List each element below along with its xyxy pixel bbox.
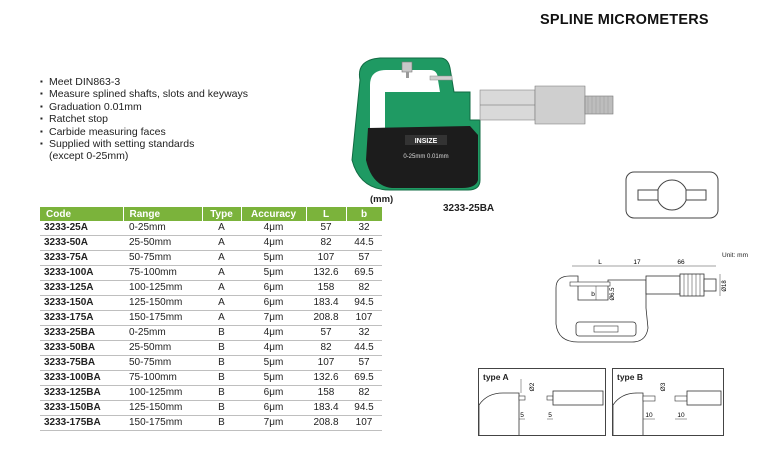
type-b-dia: Ø3	[660, 382, 667, 392]
cell-accuracy: 5μm	[241, 265, 306, 280]
cell-code: 3233-50A	[40, 235, 123, 250]
type-a-detail	[478, 368, 606, 436]
cell-code: 3233-125A	[40, 280, 123, 295]
cell-accuracy: 6μm	[241, 400, 306, 415]
cell-code: 3233-175A	[40, 310, 123, 325]
feature-item: ▪ Measure splined shafts, slots and keyways	[40, 88, 248, 100]
cell-l: 82	[306, 340, 346, 355]
col-header-range: Range	[123, 207, 202, 221]
dim-17: 17	[633, 259, 641, 266]
cell-range: 150-175mm	[123, 310, 202, 325]
cell-l: 57	[306, 221, 346, 235]
table-row	[40, 355, 382, 370]
spec-table	[40, 207, 383, 431]
dim-b: b	[591, 291, 595, 298]
unit-note: (mm)	[370, 194, 394, 205]
table-row	[40, 340, 382, 355]
table-row	[40, 295, 382, 310]
table-row	[40, 310, 382, 325]
cell-b: 32	[346, 221, 382, 235]
table-row	[40, 325, 382, 340]
dim-phi18: Ø18	[722, 280, 728, 292]
type-b-detail	[612, 368, 724, 436]
feature-item-continuation: (except 0-25mm)	[49, 150, 129, 163]
cell-range: 50-75mm	[123, 355, 202, 370]
cell-code: 3233-150BA	[40, 400, 123, 415]
page-title: SPLINE MICROMETERS	[540, 12, 709, 28]
table-row	[40, 235, 382, 250]
cell-range: 25-50mm	[123, 235, 202, 250]
cell-l: 107	[306, 250, 346, 265]
cell-accuracy: 6μm	[241, 385, 306, 400]
cell-l: 132.6	[306, 370, 346, 385]
feature-item: ▪ Carbide measuring faces	[40, 126, 248, 138]
cell-accuracy: 4μm	[241, 235, 306, 250]
cell-accuracy: 4μm	[241, 325, 306, 340]
cell-code: 3233-100A	[40, 265, 123, 280]
cell-l: 208.8	[306, 415, 346, 430]
type-b-label: type B	[617, 372, 643, 382]
cell-accuracy: 5μm	[241, 370, 306, 385]
cell-code: 3233-150A	[40, 295, 123, 310]
cell-b: 44.5	[346, 340, 382, 355]
col-header-l: L	[306, 207, 346, 221]
col-header-b: b	[346, 207, 382, 221]
col-header-code: Code	[40, 207, 123, 221]
type-b-dim2: 10	[677, 412, 685, 419]
cell-code: 3233-50BA	[40, 340, 123, 355]
type-a-dia: Ø2	[529, 382, 536, 392]
feature-list	[40, 76, 248, 163]
type-a-label: type A	[483, 372, 509, 382]
cell-accuracy: 6μm	[241, 295, 306, 310]
dim-l: L	[598, 259, 602, 266]
cell-range: 125-150mm	[123, 295, 202, 310]
cell-type: A	[202, 280, 241, 295]
cell-l: 208.8	[306, 310, 346, 325]
cell-l: 158	[306, 280, 346, 295]
cell-type: A	[202, 295, 241, 310]
dimension-drawing	[548, 248, 758, 348]
type-a-dim2: 5	[548, 412, 552, 419]
cell-type: B	[202, 355, 241, 370]
table-row	[40, 370, 382, 385]
cell-accuracy: 6μm	[241, 280, 306, 295]
type-b-dim1: 10	[645, 412, 653, 419]
cell-code: 3233-125BA	[40, 385, 123, 400]
cell-range: 75-100mm	[123, 370, 202, 385]
cell-l: 183.4	[306, 295, 346, 310]
cell-b: 82	[346, 280, 382, 295]
cell-type: B	[202, 340, 241, 355]
cell-l: 183.4	[306, 400, 346, 415]
cell-l: 132.6	[306, 265, 346, 280]
cell-b: 69.5	[346, 370, 382, 385]
cell-type: B	[202, 370, 241, 385]
cell-b: 107	[346, 310, 382, 325]
table-row	[40, 280, 382, 295]
col-header-type: Type	[202, 207, 241, 221]
cell-b: 107	[346, 415, 382, 430]
cell-b: 69.5	[346, 265, 382, 280]
cell-type: A	[202, 235, 241, 250]
cell-type: A	[202, 221, 241, 235]
cell-l: 57	[306, 325, 346, 340]
dim-66: 66	[677, 259, 685, 266]
photo-caption: 3233-25BA	[443, 203, 495, 214]
photo-range-label: 0-25mm 0.01mm	[403, 154, 449, 160]
table-row	[40, 385, 382, 400]
cell-type: A	[202, 265, 241, 280]
cell-accuracy: 4μm	[241, 340, 306, 355]
table-row	[40, 265, 382, 280]
cell-accuracy: 7μm	[241, 415, 306, 430]
feature-item: ▪ Graduation 0.01mm	[40, 101, 248, 113]
cell-type: B	[202, 385, 241, 400]
cell-l: 82	[306, 235, 346, 250]
table-header-row	[40, 207, 382, 221]
cell-type: A	[202, 310, 241, 325]
cell-type: A	[202, 250, 241, 265]
cell-accuracy: 5μm	[241, 355, 306, 370]
table-row	[40, 250, 382, 265]
cell-code: 3233-25A	[40, 221, 123, 235]
cell-range: 100-125mm	[123, 280, 202, 295]
cell-code: 3233-75A	[40, 250, 123, 265]
cell-b: 32	[346, 325, 382, 340]
cell-code: 3233-25BA	[40, 325, 123, 340]
cell-range: 25-50mm	[123, 340, 202, 355]
cell-range: 0-25mm	[123, 325, 202, 340]
cell-range: 150-175mm	[123, 415, 202, 430]
setting-standard-inset	[624, 170, 720, 220]
cell-b: 57	[346, 355, 382, 370]
cell-b: 94.5	[346, 295, 382, 310]
cell-type: B	[202, 325, 241, 340]
cell-code: 3233-100BA	[40, 370, 123, 385]
table-row	[40, 221, 382, 235]
type-a-dim1: 5	[520, 412, 524, 419]
cell-l: 158	[306, 385, 346, 400]
cell-b: 94.5	[346, 400, 382, 415]
cell-code: 3233-75BA	[40, 355, 123, 370]
cell-accuracy: 4μm	[241, 221, 306, 235]
cell-range: 50-75mm	[123, 250, 202, 265]
cell-range: 125-150mm	[123, 400, 202, 415]
dim-phi65: Ø6.5	[610, 287, 616, 301]
feature-item: ▪ Meet DIN863-3	[40, 76, 248, 88]
cell-range: 100-125mm	[123, 385, 202, 400]
cell-b: 82	[346, 385, 382, 400]
cell-type: B	[202, 415, 241, 430]
cell-accuracy: 5μm	[241, 250, 306, 265]
cell-l: 107	[306, 355, 346, 370]
feature-item: ▪ Ratchet stop	[40, 113, 248, 125]
col-header-accuracy: Accuracy	[241, 207, 306, 221]
feature-item: ▪ Supplied with setting standards	[40, 138, 248, 150]
cell-accuracy: 7μm	[241, 310, 306, 325]
unit-label: Unit: mm	[722, 252, 748, 259]
brand-logo: INSIZE	[414, 138, 438, 145]
cell-b: 57	[346, 250, 382, 265]
cell-range: 0-25mm	[123, 221, 202, 235]
micrometer-photo	[330, 40, 630, 200]
table-row	[40, 400, 382, 415]
cell-code: 3233-175BA	[40, 415, 123, 430]
cell-range: 75-100mm	[123, 265, 202, 280]
table-row	[40, 415, 382, 430]
cell-type: B	[202, 400, 241, 415]
cell-b: 44.5	[346, 235, 382, 250]
